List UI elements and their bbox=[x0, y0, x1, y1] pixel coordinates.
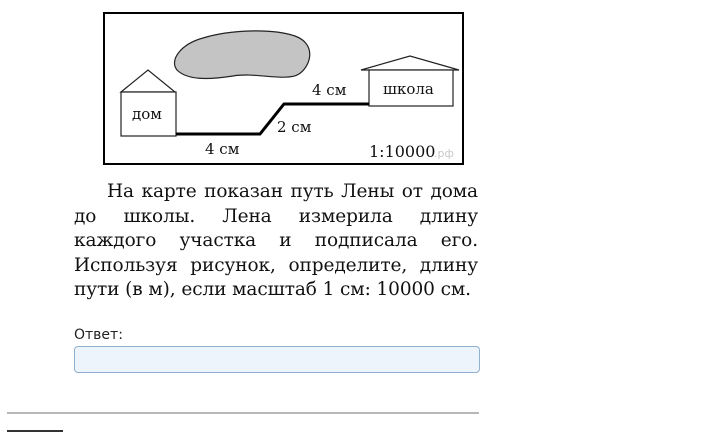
house-label: дом bbox=[132, 105, 162, 123]
segment2-label: 2 см bbox=[277, 118, 312, 136]
map-figure bbox=[103, 12, 464, 165]
watermark-text: .рф bbox=[434, 147, 454, 160]
divider-short bbox=[7, 430, 63, 432]
answer-label: Ответ: bbox=[74, 327, 123, 343]
answer-input[interactable] bbox=[74, 346, 480, 373]
divider bbox=[7, 412, 479, 414]
segment3-label: 4 см bbox=[312, 81, 347, 99]
problem-text: На карте показан путь Лены от дома до школы. Лена измерила длину каждого участка и подписала его. Используя рисунок, определите, длину пути (в м), если масштаб 1 см: 10000 см. bbox=[74, 181, 478, 300]
house-icon bbox=[121, 70, 176, 136]
scale-label: 1:10000 bbox=[369, 142, 436, 161]
segment1-label: 4 см bbox=[205, 140, 240, 158]
route-path bbox=[176, 104, 369, 134]
map-drawing bbox=[105, 14, 466, 167]
school-label: школа bbox=[383, 80, 434, 98]
lake-shape bbox=[175, 31, 310, 79]
